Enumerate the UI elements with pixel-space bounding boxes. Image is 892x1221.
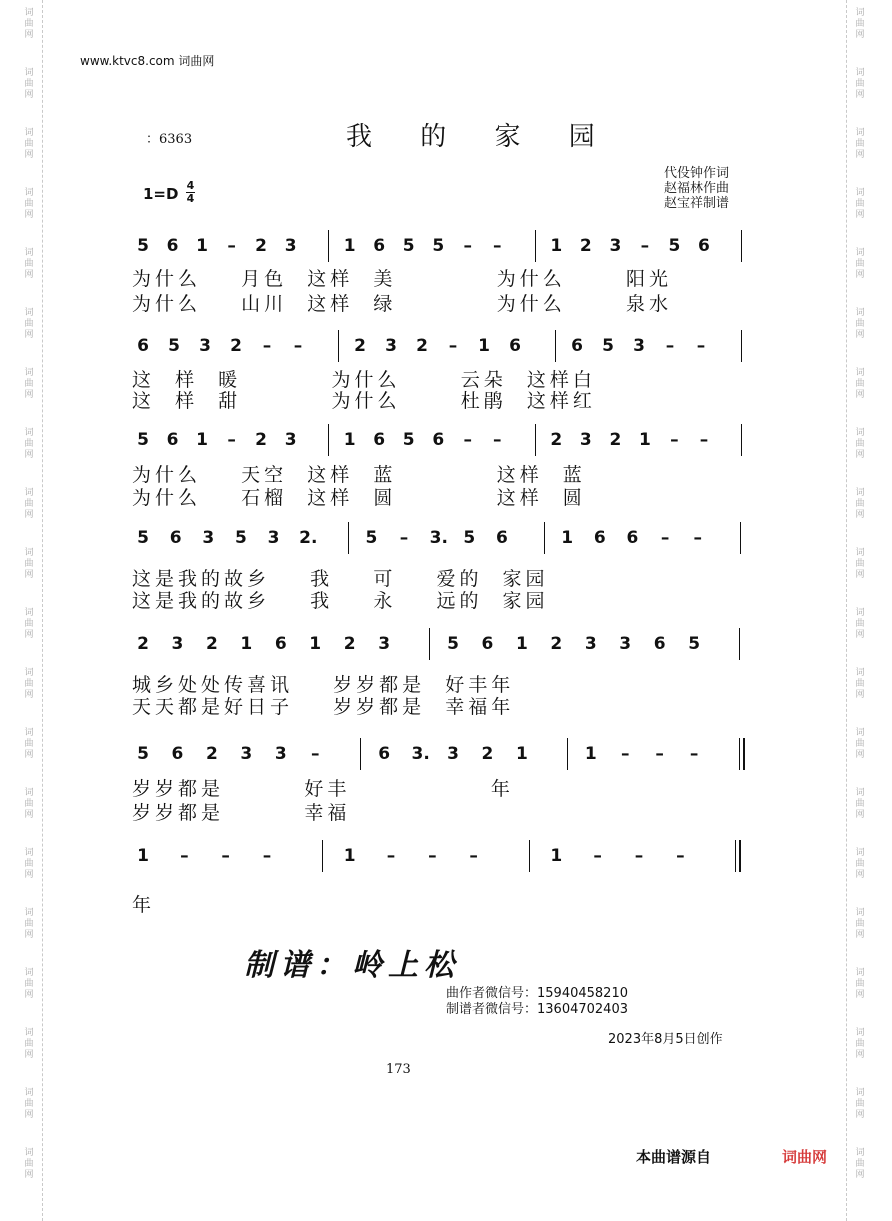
barline <box>740 522 741 554</box>
transcriber-wechat: 制谱者微信号：13604702403 <box>446 1002 628 1017</box>
dash-note: – <box>670 430 679 450</box>
note: 3 <box>385 336 397 356</box>
note: 5 <box>365 528 378 548</box>
watermark-label: 词 曲 网 <box>24 308 34 340</box>
dash-note: – <box>262 846 272 866</box>
note: 2 <box>550 430 563 450</box>
note: 6 <box>166 236 179 256</box>
watermark-label: 词 曲 网 <box>24 848 34 880</box>
site-url[interactable]: www.ktvc8.com 词曲网 <box>80 54 215 68</box>
note: 3 <box>171 634 184 654</box>
note: 6 <box>171 744 184 764</box>
dash-note: – <box>620 744 630 764</box>
note: 2 <box>137 634 149 654</box>
watermark-label: 词 曲 网 <box>855 188 865 220</box>
note: 1 <box>137 846 149 866</box>
note: 5 <box>432 236 445 256</box>
note: 6 <box>481 634 494 654</box>
lyric-line: 为什么 山川 这样 绿 为什么 泉水 <box>132 293 672 315</box>
lyric-line: 城乡处处传喜讯 岁岁都是 好丰年 <box>132 674 515 696</box>
left-watermark-strip <box>16 0 43 1221</box>
note: 1 <box>240 634 253 654</box>
note: 6 <box>496 528 508 548</box>
note: 6 <box>432 430 445 450</box>
watermark-label: 词 曲 网 <box>855 1088 865 1120</box>
note: 2 <box>550 634 563 654</box>
note: 3. <box>411 744 430 764</box>
watermark-label: 词 曲 网 <box>855 428 865 460</box>
note: 5 <box>168 336 180 356</box>
watermark-label: 词 曲 网 <box>855 608 865 640</box>
note: 6 <box>166 430 179 450</box>
note: 5 <box>137 528 149 548</box>
note: 2 <box>481 744 494 764</box>
note: 3 <box>274 744 287 764</box>
barline <box>739 738 740 770</box>
note: 5 <box>137 744 149 764</box>
lyric-line: 岁岁都是 幸福 <box>132 802 351 824</box>
maker-signature: 制谱：岭上松 <box>244 948 460 983</box>
dash-note: – <box>221 846 230 866</box>
dash-note: – <box>293 336 303 356</box>
right-watermark-strip <box>846 0 873 1221</box>
note: 6 <box>373 236 386 256</box>
source-label: 本曲谱源自 <box>636 1148 712 1166</box>
key-signature: 1=D <box>143 185 179 203</box>
staff-row <box>130 840 770 882</box>
note: 3 <box>240 744 253 764</box>
note: 2. <box>299 528 318 548</box>
note: 3 <box>202 528 215 548</box>
watermark-label: 词 曲 网 <box>24 1088 34 1120</box>
watermark-label: 词 曲 网 <box>24 68 34 100</box>
note: 2 <box>343 634 356 654</box>
time-sig-top: 4 <box>186 179 195 192</box>
note: 6 <box>373 430 386 450</box>
watermark-label: 词 曲 网 <box>24 428 34 460</box>
note: 3 <box>633 336 645 356</box>
watermark-label: 词 曲 网 <box>24 488 34 520</box>
note: 3 <box>619 634 632 654</box>
watermark-label: 词 曲 网 <box>855 1148 865 1180</box>
note: 5 <box>688 634 701 654</box>
barline <box>741 230 742 262</box>
watermark-label: 词 曲 网 <box>855 248 865 280</box>
song-code: ：6363 <box>146 132 193 147</box>
dash-note: – <box>640 236 650 256</box>
note: 5 <box>402 236 415 256</box>
watermark-label: 词 曲 网 <box>24 248 34 280</box>
lyric-line: 这 样 暖 为什么 云朵 这样白 <box>132 369 596 391</box>
note: 5 <box>668 236 681 256</box>
watermark-label: 词 曲 网 <box>855 308 865 340</box>
dash-note: – <box>655 744 664 764</box>
dash-note: – <box>262 336 272 356</box>
barline <box>741 424 742 456</box>
watermark-label: 词 曲 网 <box>855 128 865 160</box>
note: 6 <box>169 528 182 548</box>
barline <box>739 628 740 660</box>
dash-note: – <box>634 846 644 866</box>
note: 2 <box>255 236 268 256</box>
watermark-label: 词 曲 网 <box>24 1148 34 1180</box>
dash-note: – <box>399 528 409 548</box>
note: 1 <box>515 744 528 764</box>
note: 3 <box>199 336 211 356</box>
note: 1 <box>550 236 563 256</box>
dash-note: – <box>699 430 709 450</box>
lyric-line: 年 <box>132 894 156 916</box>
composer-wechat: 曲作者微信号：15940458210 <box>446 986 628 1001</box>
dash-note: – <box>493 236 502 256</box>
barline <box>348 522 349 554</box>
watermark-label: 词 曲 网 <box>24 908 34 940</box>
barline <box>535 230 536 262</box>
barline <box>322 840 323 872</box>
note: 2 <box>205 744 218 764</box>
barline <box>529 840 530 872</box>
dash-note: – <box>696 336 706 356</box>
barline <box>328 230 329 262</box>
dash-note: – <box>386 846 396 866</box>
note: 5 <box>447 634 459 654</box>
barline <box>328 424 329 456</box>
dash-note: – <box>676 846 685 866</box>
note: 1 <box>561 528 574 548</box>
barline <box>739 840 741 872</box>
note: 2 <box>230 336 242 356</box>
note: 1 <box>343 430 356 450</box>
dash-note: – <box>463 430 472 450</box>
note: 3. <box>429 528 448 548</box>
watermark-label: 词 曲 网 <box>855 8 865 40</box>
note: 6 <box>653 634 666 654</box>
note: 1 <box>343 236 356 256</box>
note: 6 <box>274 634 287 654</box>
note: 1 <box>478 336 490 356</box>
watermark-label: 词 曲 网 <box>24 128 34 160</box>
dash-note: – <box>469 846 478 866</box>
note: 2 <box>354 336 366 356</box>
credits <box>664 166 729 211</box>
note: 5 <box>234 528 247 548</box>
composer-credit: 赵福林作曲 <box>664 181 730 196</box>
barline <box>535 424 536 456</box>
dash-note: – <box>689 744 699 764</box>
note: 6 <box>571 336 583 356</box>
note: 3 <box>579 430 592 450</box>
watermark-label: 词 曲 网 <box>24 188 34 220</box>
barline <box>338 330 339 362</box>
watermark-label: 词 曲 网 <box>24 668 34 700</box>
dash-note: – <box>693 528 702 548</box>
note: 3 <box>284 236 297 256</box>
note: 5 <box>137 236 149 256</box>
dash-note: – <box>227 236 236 256</box>
barline <box>735 840 736 872</box>
dash-note: – <box>310 744 320 764</box>
note: 2 <box>579 236 592 256</box>
dash-note: – <box>463 236 472 256</box>
watermark-label: 词 曲 网 <box>24 8 34 40</box>
transcriber-credit: 赵宝祥制谱 <box>664 196 730 211</box>
note: 3 <box>267 528 280 548</box>
barline <box>429 628 430 660</box>
song-title: 我 的 家 园 <box>346 122 615 152</box>
lyric-line: 这是我的故乡 我 可 爱的 家园 <box>132 568 549 590</box>
time-signature <box>186 180 195 205</box>
note: 1 <box>196 236 208 256</box>
lyric-line: 为什么 石榴 这样 圆 这样 圆 <box>132 487 586 509</box>
contacts <box>446 986 628 1018</box>
barline <box>567 738 568 770</box>
note: 1 <box>343 846 356 866</box>
watermark-label: 词 曲 网 <box>24 368 34 400</box>
note: 2 <box>205 634 218 654</box>
watermark-label: 词 曲 网 <box>855 68 865 100</box>
note: 2 <box>255 430 268 450</box>
note: 1 <box>584 744 597 764</box>
note: 6 <box>593 528 606 548</box>
note: 6 <box>698 236 710 256</box>
creation-date: 2023年8月5日创作 <box>608 1032 723 1047</box>
dash-note: – <box>448 336 458 356</box>
note: 5 <box>137 430 149 450</box>
note: 3 <box>447 744 459 764</box>
watermark-label: 词 曲 网 <box>855 548 865 580</box>
staff-row <box>130 522 770 564</box>
note: 6 <box>509 336 521 356</box>
lyric-line: 岁岁都是 好丰 年 <box>132 778 514 800</box>
note: 6 <box>137 336 149 356</box>
note: 5 <box>402 430 415 450</box>
note: 1 <box>638 430 651 450</box>
barline <box>741 330 742 362</box>
watermark-label: 词 曲 网 <box>855 368 865 400</box>
dash-note: – <box>665 336 675 356</box>
dash-note: – <box>660 528 670 548</box>
lyric-line: 为什么 天空 这样 蓝 这样 蓝 <box>132 464 586 486</box>
staff-row <box>130 628 770 670</box>
note: 6 <box>626 528 639 548</box>
note: 5 <box>463 528 476 548</box>
lyric-line: 为什么 月色 这样 美 为什么 阳光 <box>132 268 672 290</box>
watermark-label: 词 曲 网 <box>855 728 865 760</box>
time-sig-bottom: 4 <box>186 192 195 205</box>
dash-note: – <box>493 430 502 450</box>
dash-note: – <box>180 846 189 866</box>
watermark-label: 词 曲 网 <box>855 848 865 880</box>
note: 3 <box>284 430 297 450</box>
lyric-line: 这 样 甜 为什么 杜鹃 这样红 <box>132 390 596 412</box>
barline <box>555 330 556 362</box>
watermark-label: 词 曲 网 <box>855 1028 865 1060</box>
watermark-label: 词 曲 网 <box>24 1028 34 1060</box>
watermark-label: 词 曲 网 <box>855 668 865 700</box>
watermark-label: 词 曲 网 <box>24 608 34 640</box>
watermark-label: 词 曲 网 <box>855 488 865 520</box>
barline <box>544 522 545 554</box>
dash-note: – <box>593 846 602 866</box>
dash-note: – <box>428 846 437 866</box>
lyricist-credit: 代伇钟作词 <box>664 166 730 181</box>
note: 3 <box>378 634 391 654</box>
note: 6 <box>378 744 391 764</box>
watermark-label: 词 曲 网 <box>24 788 34 820</box>
note: 1 <box>196 430 208 450</box>
watermark-label: 词 曲 网 <box>855 908 865 940</box>
watermark-label: 词 曲 网 <box>24 728 34 760</box>
note: 1 <box>309 634 322 654</box>
note: 1 <box>550 846 563 866</box>
lyric-line: 天天都是好日子 岁岁都是 幸福年 <box>132 696 515 718</box>
watermark-label: 词 曲 网 <box>24 548 34 580</box>
note: 5 <box>602 336 614 356</box>
barline <box>743 738 745 770</box>
note: 2 <box>416 336 428 356</box>
lyric-line: 这是我的故乡 我 永 远的 家园 <box>132 590 549 612</box>
source-site-link[interactable]: 词曲网 <box>782 1148 828 1166</box>
watermark-label: 词 曲 网 <box>24 968 34 1000</box>
watermark-label: 词 曲 网 <box>855 968 865 1000</box>
barline <box>360 738 361 770</box>
dash-note: – <box>227 430 236 450</box>
note: 2 <box>609 430 622 450</box>
note: 1 <box>515 634 528 654</box>
note: 3 <box>584 634 597 654</box>
page-number: 173 <box>386 1062 411 1077</box>
note: 3 <box>609 236 622 256</box>
watermark-label: 词 曲 网 <box>855 788 865 820</box>
